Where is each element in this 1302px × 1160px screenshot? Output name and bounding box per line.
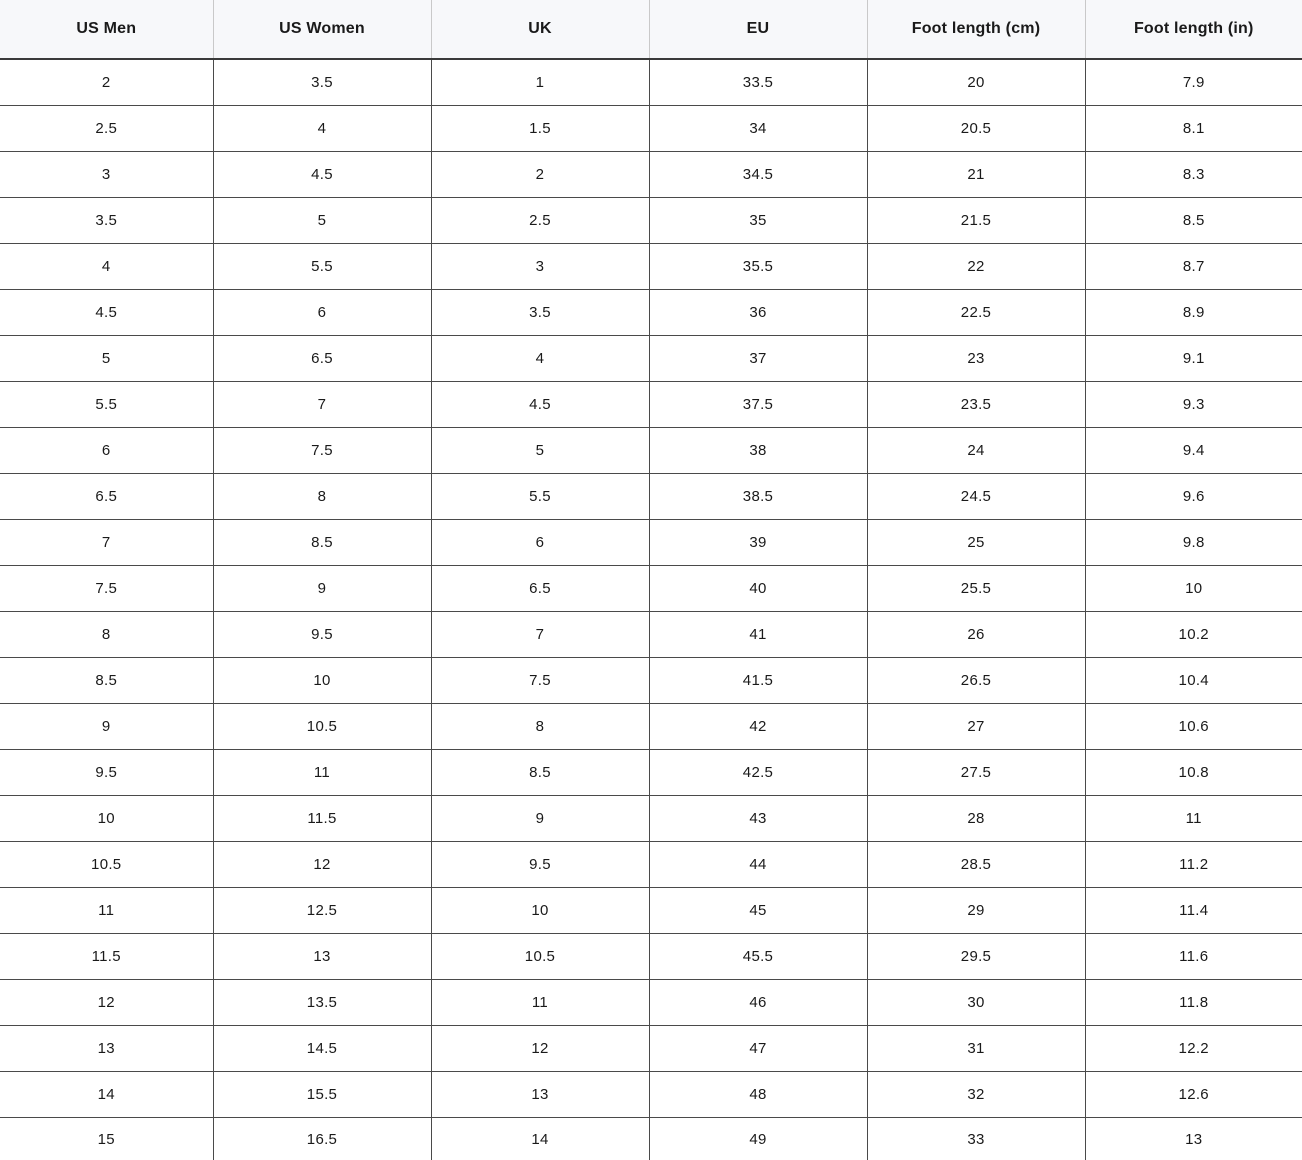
cell-us-women: 7 <box>213 382 431 428</box>
cell-uk: 5 <box>431 428 649 474</box>
table-row <box>0 59 1302 106</box>
table-row <box>0 750 1302 796</box>
cell-uk: 7 <box>431 612 649 658</box>
cell-foot-length-in: 12.6 <box>1085 1072 1302 1118</box>
table-row <box>0 520 1302 566</box>
cell-us-women: 12 <box>213 842 431 888</box>
cell-foot-length-cm: 28 <box>867 796 1085 842</box>
table-row <box>0 336 1302 382</box>
table-header <box>0 0 1302 59</box>
cell-foot-length-in: 9.6 <box>1085 474 1302 520</box>
cell-us-women: 9 <box>213 566 431 612</box>
header-us-women: US Women <box>213 0 431 59</box>
cell-foot-length-cm: 20.5 <box>867 106 1085 152</box>
table-row <box>0 842 1302 888</box>
cell-uk: 5.5 <box>431 474 649 520</box>
cell-foot-length-in: 11.6 <box>1085 934 1302 980</box>
cell-foot-length-cm: 22 <box>867 244 1085 290</box>
cell-us-men: 11.5 <box>0 934 213 980</box>
cell-eu: 44 <box>649 842 867 888</box>
cell-eu: 42 <box>649 704 867 750</box>
cell-uk: 9.5 <box>431 842 649 888</box>
cell-us-men: 14 <box>0 1072 213 1118</box>
table-row <box>0 1072 1302 1118</box>
table-row <box>0 1026 1302 1072</box>
cell-foot-length-cm: 24.5 <box>867 474 1085 520</box>
cell-foot-length-in: 7.9 <box>1085 59 1302 106</box>
cell-foot-length-cm: 20 <box>867 59 1085 106</box>
cell-us-women: 7.5 <box>213 428 431 474</box>
cell-eu: 45.5 <box>649 934 867 980</box>
cell-eu: 38 <box>649 428 867 474</box>
cell-us-men: 3.5 <box>0 198 213 244</box>
cell-us-women: 8.5 <box>213 520 431 566</box>
cell-us-women: 6.5 <box>213 336 431 382</box>
cell-foot-length-in: 12.2 <box>1085 1026 1302 1072</box>
cell-foot-length-cm: 29.5 <box>867 934 1085 980</box>
cell-foot-length-cm: 24 <box>867 428 1085 474</box>
cell-foot-length-in: 9.8 <box>1085 520 1302 566</box>
table-body <box>0 59 1302 1160</box>
cell-uk: 8.5 <box>431 750 649 796</box>
cell-uk: 11 <box>431 980 649 1026</box>
cell-eu: 35.5 <box>649 244 867 290</box>
cell-foot-length-cm: 31 <box>867 1026 1085 1072</box>
table-row <box>0 428 1302 474</box>
cell-us-men: 12 <box>0 980 213 1026</box>
cell-us-women: 10 <box>213 658 431 704</box>
cell-uk: 3.5 <box>431 290 649 336</box>
cell-us-women: 10.5 <box>213 704 431 750</box>
cell-us-men: 8 <box>0 612 213 658</box>
cell-foot-length-in: 10.8 <box>1085 750 1302 796</box>
cell-us-women: 6 <box>213 290 431 336</box>
cell-us-women: 13 <box>213 934 431 980</box>
cell-eu: 47 <box>649 1026 867 1072</box>
cell-eu: 45 <box>649 888 867 934</box>
cell-foot-length-cm: 23.5 <box>867 382 1085 428</box>
cell-foot-length-in: 10.6 <box>1085 704 1302 750</box>
cell-us-men: 2 <box>0 59 213 106</box>
table-row <box>0 152 1302 198</box>
cell-us-men: 13 <box>0 1026 213 1072</box>
cell-uk: 6.5 <box>431 566 649 612</box>
cell-eu: 48 <box>649 1072 867 1118</box>
cell-us-men: 2.5 <box>0 106 213 152</box>
cell-foot-length-cm: 33 <box>867 1118 1085 1160</box>
cell-us-women: 5 <box>213 198 431 244</box>
cell-eu: 39 <box>649 520 867 566</box>
header-uk: UK <box>431 0 649 59</box>
cell-us-men: 9.5 <box>0 750 213 796</box>
cell-foot-length-cm: 21.5 <box>867 198 1085 244</box>
cell-uk: 1.5 <box>431 106 649 152</box>
header-foot-length-in: Foot length (in) <box>1085 0 1302 59</box>
cell-foot-length-in: 8.5 <box>1085 198 1302 244</box>
cell-us-men: 7 <box>0 520 213 566</box>
cell-us-men: 9 <box>0 704 213 750</box>
cell-foot-length-in: 10.4 <box>1085 658 1302 704</box>
cell-us-women: 13.5 <box>213 980 431 1026</box>
cell-eu: 34.5 <box>649 152 867 198</box>
table-row <box>0 566 1302 612</box>
cell-uk: 7.5 <box>431 658 649 704</box>
cell-foot-length-cm: 32 <box>867 1072 1085 1118</box>
cell-us-men: 6 <box>0 428 213 474</box>
cell-us-men: 7.5 <box>0 566 213 612</box>
cell-foot-length-in: 10 <box>1085 566 1302 612</box>
table-row <box>0 474 1302 520</box>
cell-eu: 40 <box>649 566 867 612</box>
cell-uk: 2 <box>431 152 649 198</box>
header-eu: EU <box>649 0 867 59</box>
cell-eu: 36 <box>649 290 867 336</box>
table-row <box>0 382 1302 428</box>
cell-foot-length-in: 8.9 <box>1085 290 1302 336</box>
cell-foot-length-cm: 29 <box>867 888 1085 934</box>
cell-us-men: 10.5 <box>0 842 213 888</box>
cell-us-men: 15 <box>0 1118 213 1160</box>
cell-foot-length-in: 11 <box>1085 796 1302 842</box>
cell-us-women: 9.5 <box>213 612 431 658</box>
cell-us-women: 4 <box>213 106 431 152</box>
cell-uk: 4 <box>431 336 649 382</box>
cell-eu: 46 <box>649 980 867 1026</box>
cell-us-women: 8 <box>213 474 431 520</box>
table-row <box>0 934 1302 980</box>
cell-uk: 6 <box>431 520 649 566</box>
cell-eu: 37.5 <box>649 382 867 428</box>
cell-foot-length-cm: 25.5 <box>867 566 1085 612</box>
cell-us-women: 11.5 <box>213 796 431 842</box>
cell-us-women: 4.5 <box>213 152 431 198</box>
cell-us-women: 5.5 <box>213 244 431 290</box>
cell-eu: 42.5 <box>649 750 867 796</box>
cell-uk: 13 <box>431 1072 649 1118</box>
table-row <box>0 1118 1302 1160</box>
header-us-men: US Men <box>0 0 213 59</box>
cell-eu: 34 <box>649 106 867 152</box>
cell-eu: 35 <box>649 198 867 244</box>
table-row <box>0 198 1302 244</box>
cell-uk: 8 <box>431 704 649 750</box>
table-row <box>0 704 1302 750</box>
table-row <box>0 244 1302 290</box>
cell-uk: 14 <box>431 1118 649 1160</box>
cell-uk: 10 <box>431 888 649 934</box>
table-row <box>0 106 1302 152</box>
cell-uk: 10.5 <box>431 934 649 980</box>
cell-foot-length-in: 11.4 <box>1085 888 1302 934</box>
cell-us-women: 11 <box>213 750 431 796</box>
header-row <box>0 0 1302 59</box>
cell-us-women: 12.5 <box>213 888 431 934</box>
table-row <box>0 612 1302 658</box>
cell-foot-length-in: 8.3 <box>1085 152 1302 198</box>
cell-uk: 1 <box>431 59 649 106</box>
cell-foot-length-cm: 27.5 <box>867 750 1085 796</box>
table-row <box>0 980 1302 1026</box>
cell-us-men: 6.5 <box>0 474 213 520</box>
cell-eu: 41 <box>649 612 867 658</box>
header-foot-length-cm: Foot length (cm) <box>867 0 1085 59</box>
cell-foot-length-cm: 23 <box>867 336 1085 382</box>
table-row <box>0 888 1302 934</box>
cell-us-men: 8.5 <box>0 658 213 704</box>
cell-us-women: 15.5 <box>213 1072 431 1118</box>
cell-uk: 9 <box>431 796 649 842</box>
table-row <box>0 796 1302 842</box>
cell-us-women: 3.5 <box>213 59 431 106</box>
cell-eu: 33.5 <box>649 59 867 106</box>
cell-foot-length-cm: 21 <box>867 152 1085 198</box>
cell-foot-length-cm: 30 <box>867 980 1085 1026</box>
cell-eu: 37 <box>649 336 867 382</box>
cell-foot-length-in: 8.1 <box>1085 106 1302 152</box>
cell-foot-length-in: 11.8 <box>1085 980 1302 1026</box>
cell-eu: 49 <box>649 1118 867 1160</box>
cell-eu: 38.5 <box>649 474 867 520</box>
cell-us-women: 16.5 <box>213 1118 431 1160</box>
cell-uk: 4.5 <box>431 382 649 428</box>
cell-uk: 2.5 <box>431 198 649 244</box>
cell-uk: 3 <box>431 244 649 290</box>
cell-foot-length-in: 13 <box>1085 1118 1302 1160</box>
cell-eu: 41.5 <box>649 658 867 704</box>
cell-foot-length-in: 8.7 <box>1085 244 1302 290</box>
cell-foot-length-in: 11.2 <box>1085 842 1302 888</box>
cell-us-men: 5.5 <box>0 382 213 428</box>
cell-us-men: 4 <box>0 244 213 290</box>
cell-us-men: 11 <box>0 888 213 934</box>
table-row <box>0 290 1302 336</box>
cell-us-men: 4.5 <box>0 290 213 336</box>
cell-foot-length-cm: 26 <box>867 612 1085 658</box>
cell-uk: 12 <box>431 1026 649 1072</box>
cell-us-men: 10 <box>0 796 213 842</box>
cell-foot-length-in: 9.3 <box>1085 382 1302 428</box>
cell-eu: 43 <box>649 796 867 842</box>
cell-us-men: 3 <box>0 152 213 198</box>
cell-foot-length-in: 10.2 <box>1085 612 1302 658</box>
cell-us-men: 5 <box>0 336 213 382</box>
cell-foot-length-cm: 28.5 <box>867 842 1085 888</box>
cell-foot-length-cm: 26.5 <box>867 658 1085 704</box>
cell-foot-length-cm: 27 <box>867 704 1085 750</box>
cell-foot-length-cm: 25 <box>867 520 1085 566</box>
cell-us-women: 14.5 <box>213 1026 431 1072</box>
table-row <box>0 658 1302 704</box>
cell-foot-length-cm: 22.5 <box>867 290 1085 336</box>
cell-foot-length-in: 9.4 <box>1085 428 1302 474</box>
cell-foot-length-in: 9.1 <box>1085 336 1302 382</box>
